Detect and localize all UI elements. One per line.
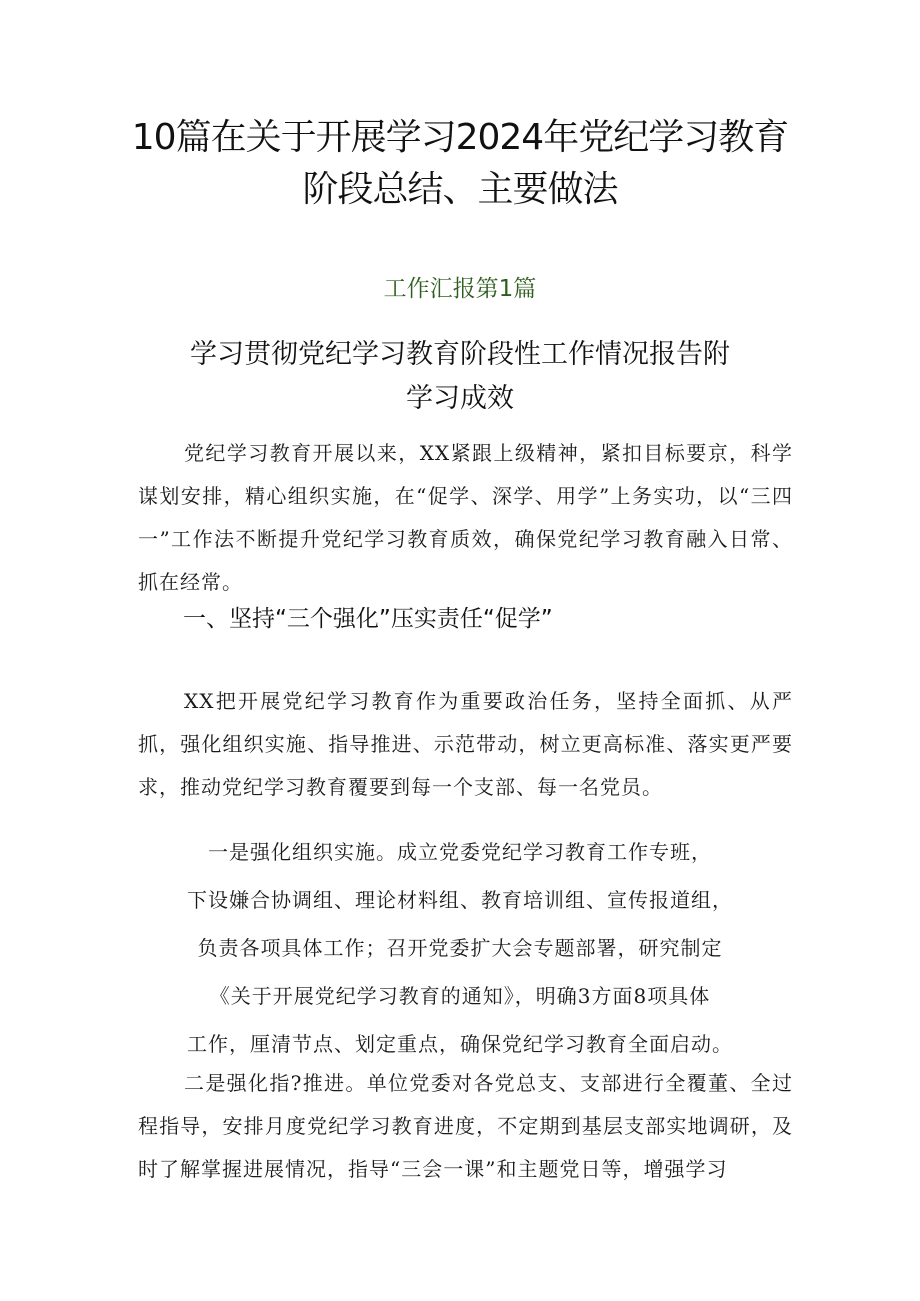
document-title-line2: 阶段总结、主要做法: [302, 169, 618, 210]
centered-line-3: 负责各项具体工作；召开党委扩大会专题部署，研究制定: [197, 936, 723, 960]
report-title: [150, 333, 770, 421]
document-title-line1: 10篇在关于开展学习2024年党纪学习教育: [131, 117, 789, 158]
body-paragraph-3: 二是强化指?推进。单位党委对各党总支、支部进行全覆董、全过程指导，安排月度党纪学习教育进度，不定期到基层支部实地调研，及时了解掌握进展情况，指导“三会一课”和主题党日等，增强学习: [138, 1071, 793, 1181]
body-paragraph-2: XX把开展党纪学习教育作为重要政治任务，坚持全面抓、从严抓，强化组织实施、指导推进、示范带动，树立更高标准、落实更严要求，推动党纪学习教育覆要到每一个支部、每一名党员。: [138, 689, 793, 799]
report-title-line2: 学习成效: [406, 383, 514, 414]
section-heading-1: 一、坚持“三个强化”压实责任“促学”: [183, 606, 553, 632]
centered-line-2: 下设嫌合协调组、理论材料组、教育培训组、宣传报道组，: [187, 888, 733, 912]
centered-paragraph: [150, 828, 770, 1068]
centered-line-5: 工作，厘清节点、划定重点，确保党纪学习教育全面启动。: [187, 1032, 733, 1056]
section-label: 工作汇报第1篇: [383, 276, 537, 302]
intro-paragraph: 党纪学习教育开展以来，XX紧跟上级精神，紧扣目标要京，科学谋划安排，精心组织实施，在“促学、深学、用学”上务实功，以“三四一”工作法不断提升党纪学习教育质效，确保党纪学习教育融入日常、抓在经常。: [138, 441, 793, 594]
centered-line-4: 《关于开展党纪学习教育的通知》，明确3方面8项具体: [209, 984, 711, 1008]
centered-line-1: 一是强化组织实施。成立党委党纪学习教育工作专班，: [208, 840, 712, 864]
document-title: [100, 112, 820, 216]
report-title-line1: 学习贯彻党纪学习教育阶段性工作情况报告附: [190, 339, 730, 370]
